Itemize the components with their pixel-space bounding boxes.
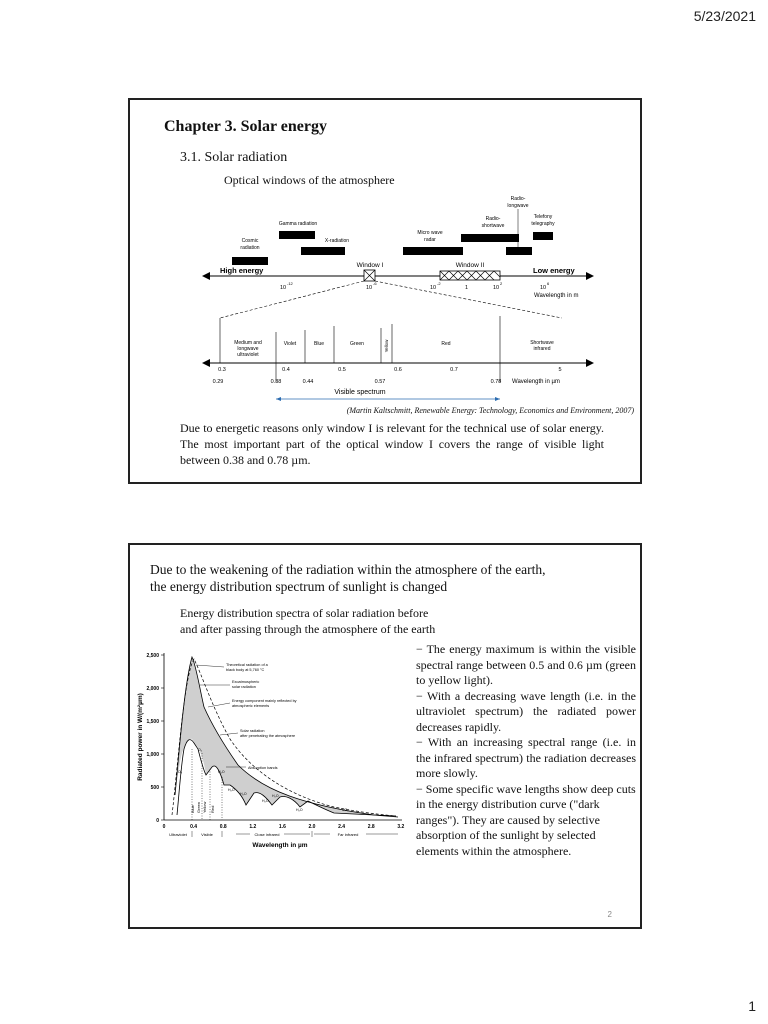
header-date: 5/23/2021 — [693, 8, 756, 24]
bullet-item: − With a decreasing wave length (i.e. in the ultraviolet spectrum) the radiated power decreases rapidly. — [416, 688, 636, 734]
heading-line: Due to the weakening of the radiation within the atmosphere of the earth, — [150, 562, 546, 577]
band-label: Radio- — [485, 216, 501, 222]
absorber-label: H₂O — [262, 799, 269, 803]
slide-heading — [150, 561, 620, 595]
high-energy-label: High energy — [220, 266, 264, 275]
segment-label: Shortwave — [530, 340, 554, 346]
energy-spectrum-chart — [134, 645, 410, 859]
band-bar-radio-long — [506, 247, 532, 255]
left-arrow-icon — [202, 359, 210, 367]
y-tick-label: 2,500 — [146, 653, 159, 659]
y-tick-label: 0 — [156, 818, 159, 824]
bullet-item: − Some specific wave lengths show deep cuts in the energy distribution curve ("dark ranges"). They are caused by selective absorption of the sunlight by selected elements within the atmosphere. — [416, 781, 636, 858]
band-label: Micro wave — [417, 230, 443, 236]
band-label: X-radiation — [324, 238, 350, 244]
projection-line — [375, 281, 562, 318]
absorber-label: H₂O — [272, 794, 279, 798]
color-band-label: Red — [210, 805, 215, 813]
band-bar-microwave — [403, 247, 463, 255]
y-tick-marks — [161, 655, 164, 820]
right-arrow-icon — [586, 272, 594, 280]
segment-label: Yellow — [384, 339, 389, 353]
region-label: Ultraviolet — [169, 832, 187, 837]
tick-label-um: 0.29 — [212, 379, 224, 385]
band-bar-radio-short — [461, 234, 519, 242]
absorber-label: H₂O — [218, 770, 225, 774]
x-tick-label: 3.2 — [397, 824, 405, 830]
annotation-label: solar radiation — [232, 685, 256, 689]
segment-label: ultraviolet — [237, 352, 259, 358]
annotation-leader — [196, 665, 224, 667]
band-bar-gamma — [279, 231, 315, 239]
absorber-label: CO₂ — [342, 808, 349, 812]
tick-label-m: 1 — [465, 285, 469, 291]
tick-label-m: 10 — [280, 285, 287, 291]
tick-label-um: 0.44 — [302, 379, 314, 385]
bullet-item: − The energy maximum is within the visible spectral range between 0.5 and 0.6 µm (green to yellow light). — [416, 642, 636, 687]
annotation-label: Absorption bands — [248, 766, 278, 770]
region-label: Visible — [201, 832, 213, 837]
bullet-list — [416, 642, 636, 859]
band-label: Radio- — [510, 196, 526, 202]
x-tick-label: 2.4 — [338, 824, 346, 830]
segment-label: longwave — [237, 346, 259, 352]
annotation-leader — [208, 703, 230, 707]
slide-number: 2 — [607, 910, 612, 919]
absorber-label: H₂O — [228, 788, 235, 792]
tick-label-um: 0.3 — [218, 367, 226, 373]
x-tick-label: 0.4 — [190, 824, 198, 830]
tick-label-um: 0.38 — [270, 379, 282, 385]
bracket-right-arrow-icon — [495, 397, 500, 401]
bullet-item: − With an increasing spectral range (i.e. in the infrared spectrum) the radiation decreases more slowly. — [416, 735, 636, 780]
color-band-label: Yellow — [202, 801, 207, 813]
caption-line: Energy distribution spectra of solar radiation before — [180, 606, 429, 620]
color-band-label: Green — [196, 801, 201, 813]
absorber-label: H₂O — [296, 808, 303, 812]
tick-label-um: 0.57 — [374, 379, 386, 385]
tick-label-m: 10 — [366, 285, 373, 291]
absorber-label: O₂ — [198, 748, 203, 752]
annotation-label: Exoatmospheric — [232, 680, 260, 684]
tick-label-um: 5 — [558, 367, 562, 373]
projection-line — [220, 281, 364, 318]
tick-exponent: -12 — [287, 281, 293, 286]
band-label: Cosmic — [241, 238, 259, 244]
left-arrow-icon — [202, 272, 210, 280]
window-2-label: Window II — [455, 262, 485, 269]
band-label: shortwave — [481, 223, 505, 229]
tick-label-um: 0.5 — [338, 367, 346, 373]
optical-windows-figure — [196, 192, 596, 407]
segment-label: Green — [350, 341, 364, 347]
band-bar-cosmic — [232, 257, 268, 265]
annotation-leader — [220, 733, 238, 735]
x-tick-label: 1.2 — [249, 824, 257, 830]
x-tick-label: 0.8 — [219, 824, 227, 830]
x-tick-label: 2.8 — [367, 824, 375, 830]
slide-1 — [128, 98, 642, 484]
segment-label: infrared — [533, 346, 551, 352]
wavelength-um-label: Wavelength in µm — [512, 379, 560, 385]
band-bar-telefony — [533, 232, 553, 240]
section-subtitle: 3.1. Solar radiation — [180, 150, 288, 165]
bracket-left-arrow-icon — [276, 397, 281, 401]
y-tick-label: 1,500 — [146, 719, 159, 725]
segment-dividers — [220, 316, 500, 382]
band-bar-xray — [301, 247, 345, 255]
y-tick-label: 500 — [150, 785, 159, 791]
visible-spectrum-label: Visible spectrum — [334, 389, 386, 396]
band-label: radar — [424, 237, 436, 243]
tick-exponent: -2 — [437, 281, 441, 286]
window-2-box — [440, 271, 500, 280]
tick-label-m: 10 — [540, 285, 547, 291]
annotation-label: atmospheric elements — [232, 704, 270, 708]
x-tick-label: 0 — [162, 824, 166, 830]
absorber-label: O₃ — [178, 770, 183, 774]
segment-label: Violet — [283, 341, 297, 347]
band-label: telegraphy — [531, 221, 555, 227]
x-tick-label: 2.0 — [308, 824, 316, 830]
tick-label-um: 0.78 — [490, 379, 502, 385]
y-axis-label: Radiated power in W/(m²µm) — [137, 693, 144, 781]
window-1-label: Window I — [356, 262, 384, 269]
band-label: radiation — [240, 245, 260, 251]
annotation-label: Solar radiation — [240, 729, 265, 733]
segment-label: Medium and — [234, 340, 262, 346]
band-label: longwave — [507, 203, 529, 209]
annotation-label: Theoretical radiation of a — [226, 663, 268, 667]
x-axis-label: Wavelength in µm — [252, 842, 308, 849]
slide-title: Chapter 3. Solar energy — [164, 118, 327, 135]
tick-label-um: 0.4 — [282, 367, 290, 373]
figure-caption: Optical windows of the atmosphere — [224, 173, 395, 187]
x-tick-label: 1.6 — [278, 824, 286, 830]
figure-caption — [180, 605, 480, 637]
caption-line: and after passing through the atmosphere of the earth — [180, 622, 436, 636]
color-band-label: Blue — [190, 804, 195, 813]
citation: (Martin Kaltschmitt, Renewable Energy: Technology, Economics and Environment, 2007) — [346, 406, 634, 415]
tick-label-m: 10 — [493, 285, 500, 291]
annotation-label: after penetrating the atmosphere — [240, 734, 296, 738]
band-label: Gamma radiation — [278, 221, 318, 227]
annotation-label: Energy component mainly reflected by — [232, 699, 297, 703]
tick-exponent: 6 — [547, 281, 550, 286]
slide-2 — [128, 543, 642, 929]
segment-label: Red — [441, 341, 451, 347]
tick-label-um: 0.7 — [450, 367, 458, 373]
page-number: 1 — [748, 998, 756, 1014]
band-label: Telefony — [533, 214, 553, 220]
wavelength-m-label: Wavelength in m — [534, 293, 579, 299]
slide-body-text: Due to energetic reasons only window I is relevant for the technical use of solar energy. The most important part of the optical window I covers the range of visible light between 0.38 and 0.78 µm. — [180, 421, 604, 467]
y-tick-label: 1,000 — [146, 752, 159, 758]
right-arrow-icon — [586, 359, 594, 367]
tick-exponent: -6 — [373, 281, 377, 286]
segment-label: Blue — [313, 341, 325, 347]
tick-exponent: 2 — [500, 281, 503, 286]
y-tick-label: 2,000 — [146, 686, 159, 692]
annotation-label: black body at 5,760 °C — [226, 668, 265, 672]
region-label: Far infrared — [337, 832, 359, 837]
tick-label-um: 0.6 — [394, 367, 402, 373]
absorber-label: H₂O — [240, 792, 247, 796]
low-energy-label: Low energy — [533, 266, 575, 275]
tick-label-m: 10 — [430, 285, 437, 291]
region-label: Close infrared — [254, 832, 280, 837]
heading-line: the energy distribution spectrum of sunlight is changed — [150, 579, 448, 594]
